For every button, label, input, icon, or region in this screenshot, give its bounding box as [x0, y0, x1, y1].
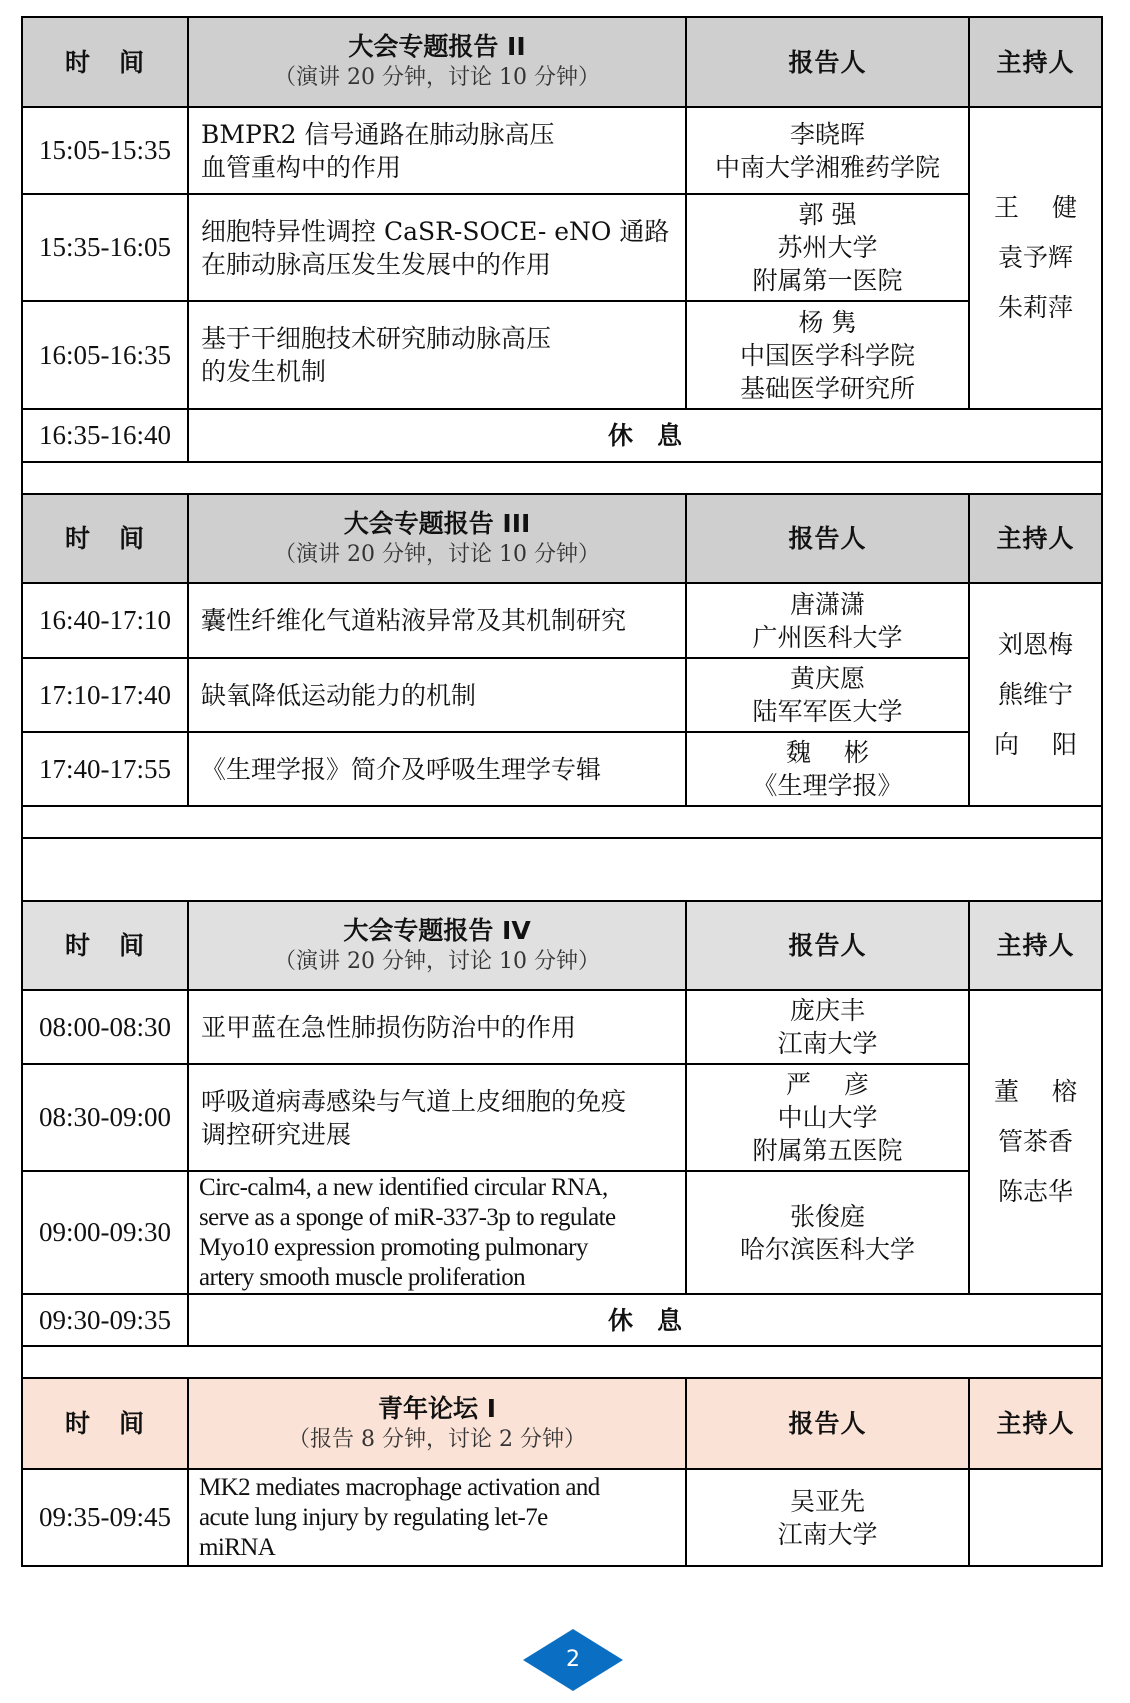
- speaker-cell: 郭 强 苏州大学 附属第一医院: [686, 194, 969, 301]
- session-title: 青年论坛 I: [377, 1393, 496, 1423]
- session-subtitle: （演讲 20 分钟，讨论 10 分钟）: [274, 65, 600, 90]
- host-cell: 王 健 袁予辉 朱莉萍: [969, 107, 1102, 409]
- spacer-row: [22, 806, 1102, 838]
- section-header-3: [22, 494, 1102, 583]
- date-row: [22, 838, 1102, 901]
- speaker-cell: 唐潇潇 广州医科大学: [686, 583, 969, 658]
- schedule-table: [21, 16, 1103, 1567]
- session-subtitle: （演讲 20 分钟，讨论 10 分钟）: [274, 541, 600, 567]
- page-number: 2: [566, 1647, 580, 1672]
- speaker-cell: 张俊庭 哈尔滨医科大学: [686, 1171, 969, 1294]
- time-cell: 16:40-17:10: [22, 583, 188, 658]
- time-header: 时 间: [22, 901, 188, 990]
- schedule-page: [21, 16, 1101, 1567]
- section-header-2: [22, 17, 1102, 107]
- time-cell: 17:10-17:40: [22, 658, 188, 732]
- topic-cell: 亚甲蓝在急性肺损伤防治中的作用: [188, 990, 686, 1064]
- host-header: 主持人: [969, 901, 1102, 990]
- speaker-cell: 庞庆丰 江南大学: [686, 990, 969, 1064]
- time-header: 时 间: [22, 494, 188, 583]
- host-header: 主持人: [969, 494, 1102, 583]
- host-header: 主持人: [969, 1378, 1102, 1469]
- table-row: [22, 1064, 1102, 1171]
- table-row: [22, 301, 1102, 409]
- break-row: [22, 1294, 1102, 1346]
- time-cell: 16:05-16:35: [22, 301, 188, 409]
- topic-cell: 缺氧降低运动能力的机制: [188, 658, 686, 732]
- topic-cell: 细胞特异性调控 CaSR-SOCE- eNO 通路 在肺动脉高压发生发展中的作用: [188, 194, 686, 301]
- speaker-cell: 杨 隽 中国医学科学院 基础医学研究所: [686, 301, 969, 409]
- topic-cell: MK2 mediates macrophage activation and acute lung injury by regulating let-7e miRNA: [188, 1469, 686, 1566]
- speaker-header: 报告人: [686, 17, 969, 107]
- time-cell: 16:35-16:40: [22, 409, 188, 462]
- topic-cell: 《生理学报》简介及呼吸生理学专辑: [188, 732, 686, 806]
- time-cell: 08:00-08:30: [22, 990, 188, 1064]
- table-row: [22, 658, 1102, 732]
- section-header-youth-forum: [22, 1378, 1102, 1469]
- session-title-cell: [188, 494, 686, 583]
- table-row: [22, 1469, 1102, 1566]
- session-subtitle: （演讲 20 分钟，讨论 10 分钟）: [274, 948, 600, 974]
- time-cell: 09:00-09:30: [22, 1171, 188, 1294]
- host-header: 主持人: [969, 17, 1102, 107]
- topic-cell: 囊性纤维化气道粘液异常及其机制研究: [188, 583, 686, 658]
- spacer-row: [22, 462, 1102, 494]
- host-cell: [969, 1469, 1102, 1566]
- break-label: 休 息: [188, 409, 1102, 462]
- table-row: [22, 990, 1102, 1064]
- break-label: 休 息: [188, 1294, 1102, 1346]
- time-cell: 09:30-09:35: [22, 1294, 188, 1346]
- topic-cell: 基于干细胞技术研究肺动脉高压 的发生机制: [188, 301, 686, 409]
- speaker-cell: 严 彦 中山大学 附属第五医院: [686, 1064, 969, 1171]
- session-title: 大会专题报告 II: [348, 32, 526, 61]
- spacer-row: [22, 1346, 1102, 1378]
- table-row: [22, 1171, 1102, 1294]
- page-number-badge: [523, 1629, 623, 1691]
- session-subtitle: （报告 8 分钟，讨论 2 分钟）: [288, 1426, 586, 1452]
- session-title-cell: [188, 1378, 686, 1469]
- session-title-cell: [188, 901, 686, 990]
- host-cell: 刘恩梅 熊维宁 向 阳: [969, 583, 1102, 806]
- host-cell: 董 榕 管茶香 陈志华: [969, 990, 1102, 1294]
- time-cell: 15:05-15:35: [22, 107, 188, 194]
- time-header: 时 间: [22, 17, 188, 107]
- time-cell: 15:35-16:05: [22, 194, 188, 301]
- speaker-header: 报告人: [686, 901, 969, 990]
- speaker-cell: 魏 彬 《生理学报》: [686, 732, 969, 806]
- time-header: 时 间: [22, 1378, 188, 1469]
- table-row: [22, 583, 1102, 658]
- time-cell: 08:30-09:00: [22, 1064, 188, 1171]
- table-row: [22, 732, 1102, 806]
- session-title: 大会专题报告 IV: [343, 915, 531, 945]
- table-row: [22, 194, 1102, 301]
- topic-cell: Circ-calm4, a new identified circular RNA, serve as a sponge of miR-337-3p to regulate Myo10 expression promoting pulmonary artery smooth muscle proliferation: [188, 1171, 686, 1294]
- time-cell: 09:35-09:45: [22, 1469, 188, 1566]
- session-title-cell: [188, 17, 686, 107]
- topic-cell: 呼吸道病毒感染与气道上皮细胞的免疫 调控研究进展: [188, 1064, 686, 1171]
- speaker-cell: 吴亚先 江南大学: [686, 1469, 969, 1566]
- break-row: [22, 409, 1102, 462]
- speaker-cell: 李晓晖 中南大学湘雅药学院: [686, 107, 969, 194]
- table-row: [22, 107, 1102, 194]
- topic-cell: BMPR2 信号通路在肺动脉高压 血管重构中的作用: [188, 107, 686, 194]
- speaker-header: 报告人: [686, 494, 969, 583]
- session-title: 大会专题报告 III: [343, 508, 531, 538]
- speaker-header: 报告人: [686, 1378, 969, 1469]
- section-header-4: [22, 901, 1102, 990]
- date-venue-cell: [22, 838, 1102, 901]
- time-cell: 17:40-17:55: [22, 732, 188, 806]
- speaker-cell: 黄庆愿 陆军军医大学: [686, 658, 969, 732]
